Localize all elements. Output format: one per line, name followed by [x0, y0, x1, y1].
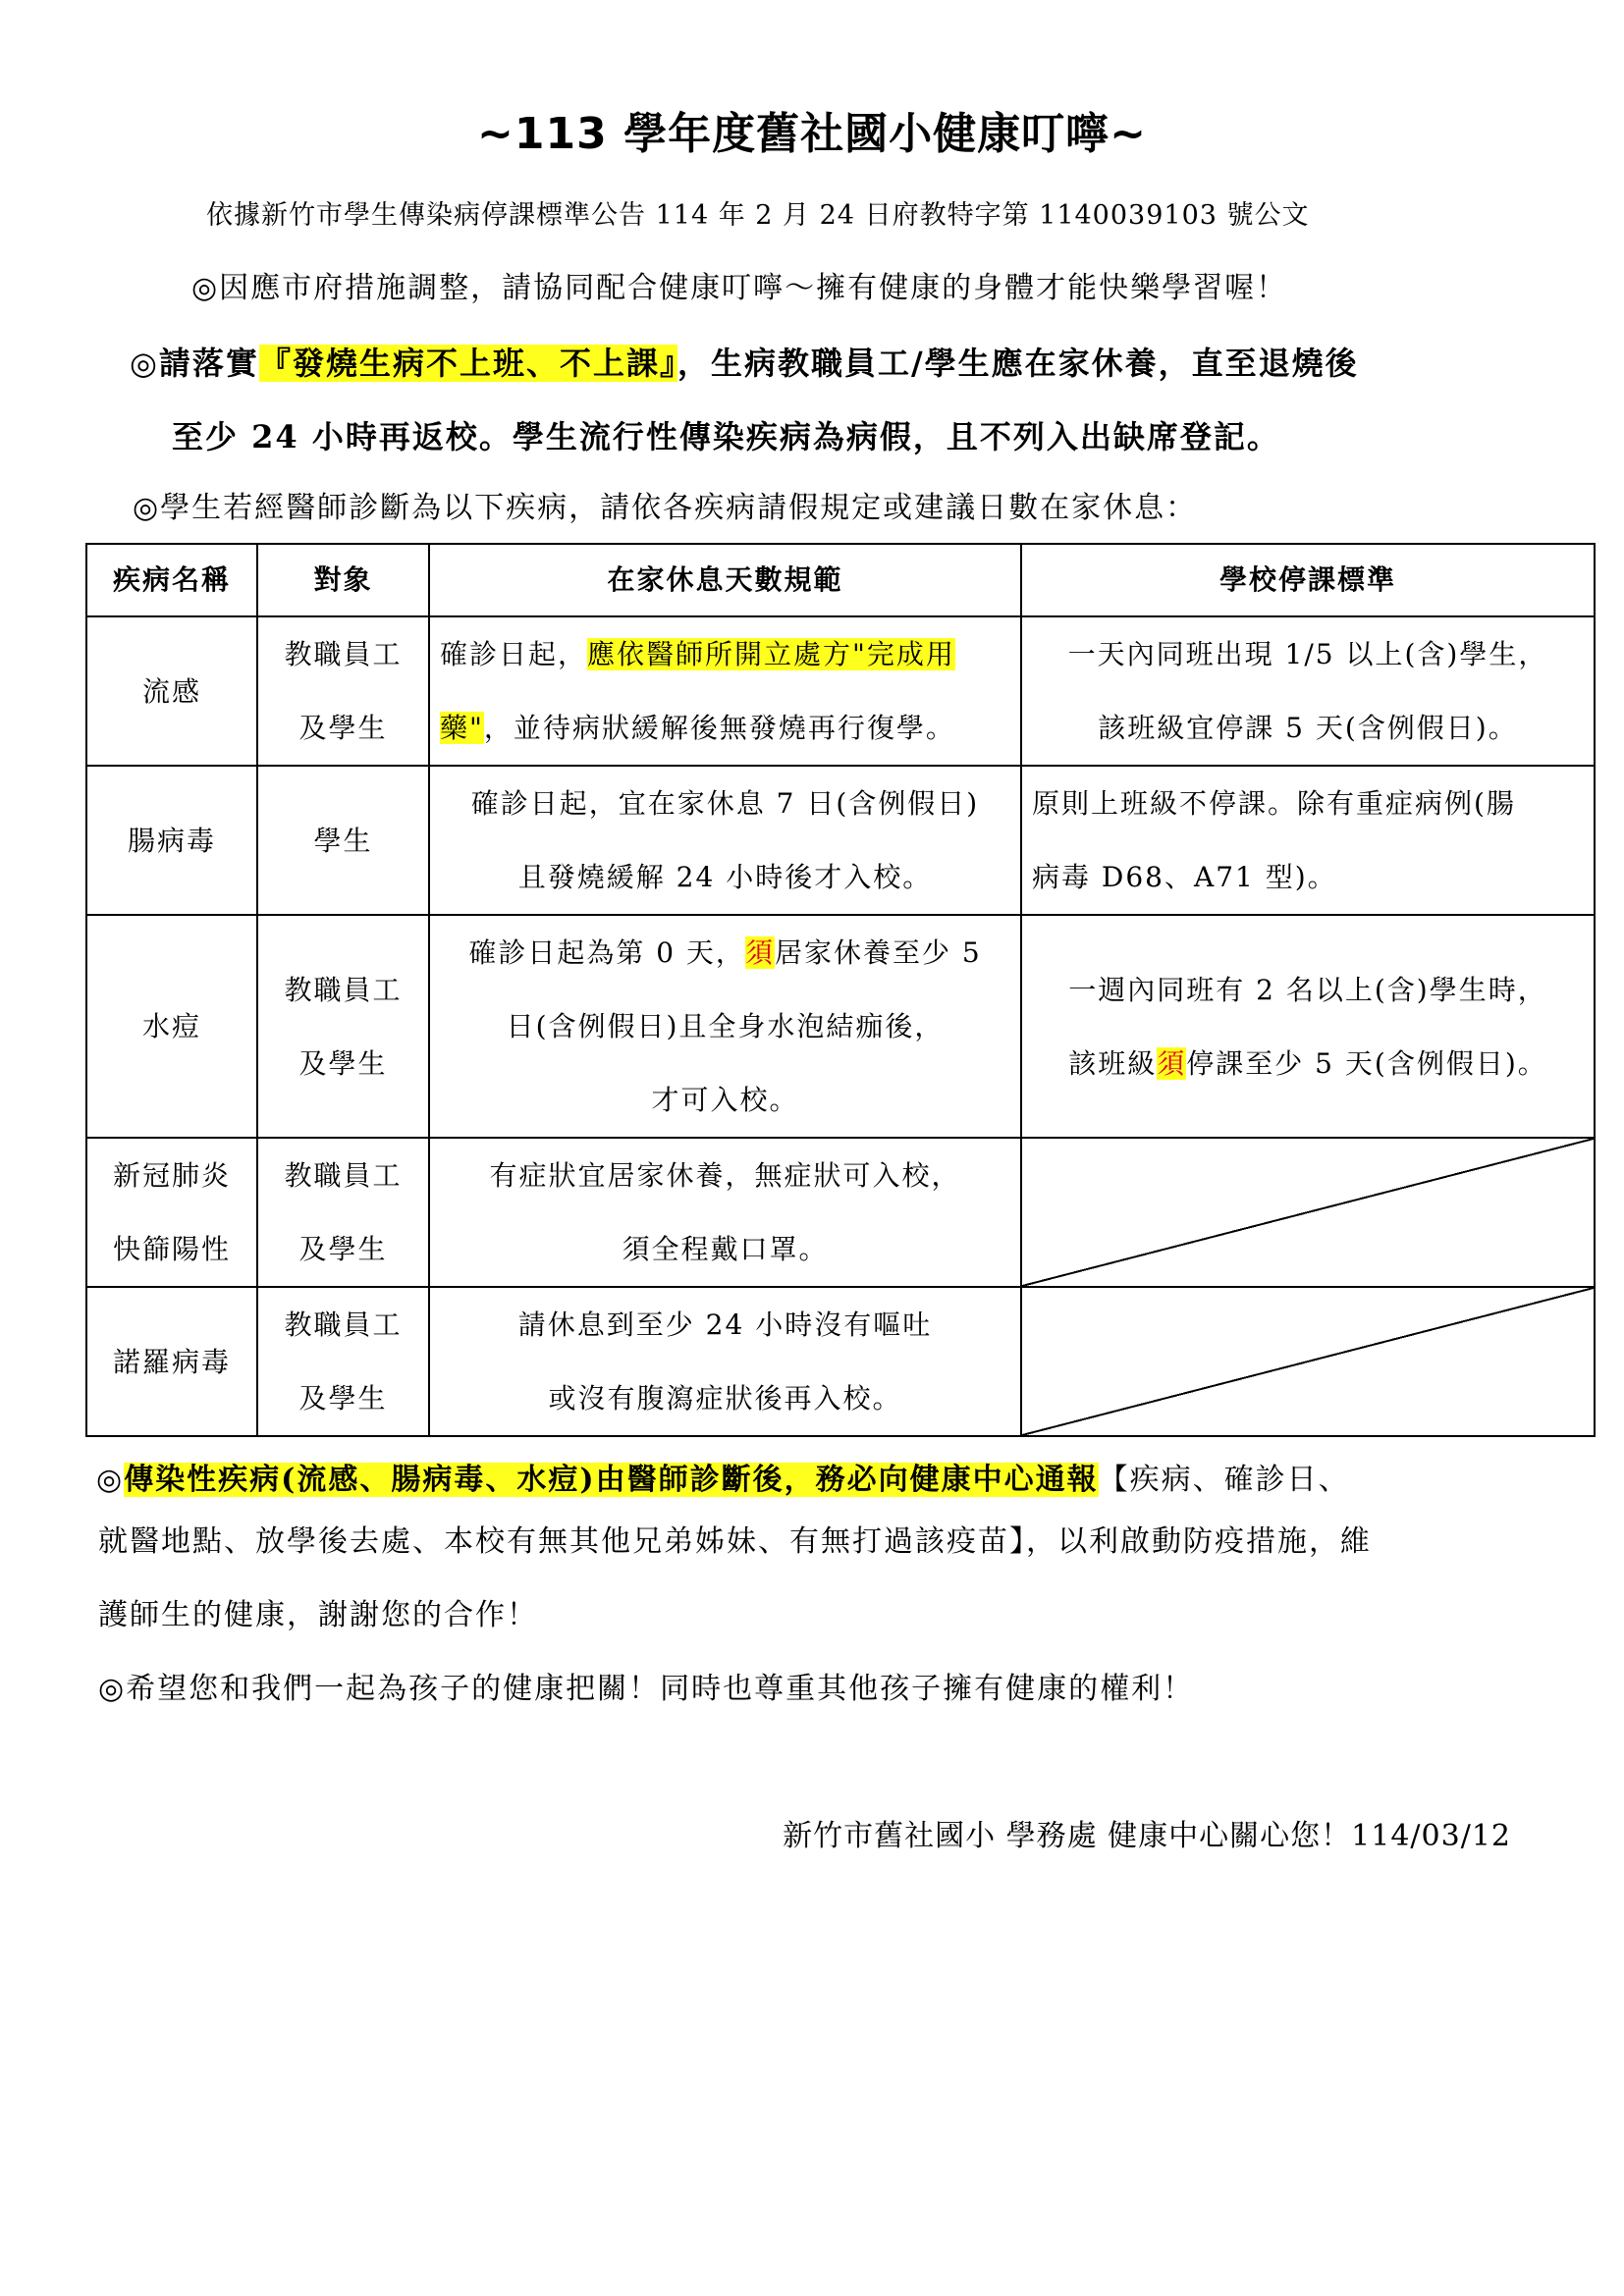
rest-emphasis: 須 — [744, 936, 775, 969]
target-line: 教職員工 — [284, 638, 403, 670]
signature: 新竹市舊社國小 學務處 健康中心關心您！114/03/12 — [783, 1819, 1511, 1853]
suspension-line: 一週內同班有 2 名以上(含)學生時， — [1068, 973, 1547, 1006]
rest-rule — [429, 616, 1021, 766]
suspension-rule — [1021, 766, 1595, 915]
header-rest-days: 在家休息天數規範 — [429, 544, 1021, 616]
suspension-line: 原則上班級不停課。除有重症病例(腸 — [1032, 787, 1516, 820]
rest-text: 居家休養至少 5 — [774, 936, 982, 969]
rest-line: 日(含例假日)且全身水泡結痂後， — [506, 1010, 945, 1042]
rest-line: 或沒有腹瀉症狀後再入校。 — [548, 1382, 902, 1415]
header-target: 對象 — [257, 544, 429, 616]
note-health-reminder: ◎因應市府措施調整，請協同配合健康叮嚀～擁有健康的身體才能快樂學習喔！ — [191, 271, 1288, 305]
rest-line: 確診日起，宜在家休息 7 日(含例假日) — [470, 787, 980, 820]
suspension-rule — [1021, 616, 1595, 766]
target-group — [257, 1138, 429, 1287]
suspension-line: 病毒 D68、A71 型)。 — [1032, 861, 1337, 893]
disease-name: 諾羅病毒 — [86, 1287, 257, 1436]
suspension-text: 該班級 — [1068, 1046, 1158, 1080]
suspension-line — [1032, 1027, 1584, 1100]
target-line: 及學生 — [298, 1046, 388, 1080]
note-sick-line2: 至少 24 小時再返校。學生流行性傳染疾病為病假，且不列入出缺席登記。 — [172, 418, 1280, 455]
rest-highlight: 藥" — [440, 712, 484, 744]
report-notice — [96, 1443, 1350, 1517]
rest-line — [440, 617, 1010, 691]
report-line3: 護師生的健康，謝謝您的合作！ — [98, 1598, 538, 1632]
rest-text: ，並待病狀緩解後無發燒再行復學。 — [483, 712, 955, 744]
rest-line: 才可入校。 — [651, 1084, 799, 1116]
note-diagnosis: ◎學生若經醫師診斷為以下疾病，請依各疾病請假規定或建議日數在家休息： — [133, 491, 1198, 525]
suspension-line: 該班級宜停課 5 天(含例假日)。 — [1098, 712, 1518, 744]
target-line: 及學生 — [298, 1382, 388, 1415]
target-group — [257, 1287, 429, 1436]
table-row — [86, 1138, 1595, 1287]
table-row — [86, 1287, 1595, 1436]
rest-line: 且發燒緩解 24 小時後才入校。 — [517, 861, 933, 893]
note-sick-stay-home — [130, 339, 1359, 384]
empty-slashed-cell — [1021, 1138, 1595, 1287]
hope-notice: ◎希望您和我們一起為孩子的健康把關！同時也尊重其他孩子擁有健康的權利！ — [98, 1672, 1195, 1706]
report-highlight: 傳染性疾病(流感、腸病毒、水痘)由醫師診斷後，務必向健康中心通報 — [124, 1463, 1099, 1497]
target-line: 教職員工 — [284, 1308, 403, 1341]
suspension-emphasis: 須 — [1157, 1046, 1187, 1080]
rest-highlight: 應依醫師所開立處方"完成用 — [587, 638, 955, 670]
disease-rules-table — [85, 543, 1596, 1437]
header-disease: 疾病名稱 — [86, 544, 257, 616]
target-line: 教職員工 — [284, 973, 403, 1006]
disease-line: 新冠肺炎 — [112, 1159, 231, 1192]
target-line: 教職員工 — [284, 1159, 403, 1192]
rest-line — [440, 691, 1010, 765]
target-group — [257, 915, 429, 1138]
suspension-line: 一天內同班出現 1/5 以上(含)學生， — [1067, 638, 1548, 670]
rest-rule — [429, 766, 1021, 915]
header-class-suspension: 學校停課標準 — [1021, 544, 1595, 616]
suspension-rule — [1021, 915, 1595, 1138]
report-suffix: 【疾病、確診日、 — [1098, 1463, 1350, 1497]
target-line: 及學生 — [298, 1233, 388, 1265]
rest-line — [440, 916, 1010, 989]
basis-notice: 依據新竹市學生傳染病停課標準公告 114 年 2 月 24 日府教特字第 1140039103 號公文 — [206, 200, 1310, 231]
rest-text: 確診日起為第 0 天， — [468, 936, 745, 969]
rest-rule — [429, 1138, 1021, 1287]
disease-name: 流感 — [86, 616, 257, 766]
rest-rule — [429, 915, 1021, 1138]
empty-slashed-cell — [1021, 1287, 1595, 1436]
suspension-text: 停課至少 5 天(含例假日)。 — [1186, 1046, 1547, 1080]
note-sick-highlight: 『發燒生病不上班、不上課』 — [258, 345, 677, 382]
rest-line: 須全程戴口罩。 — [622, 1233, 829, 1265]
table-row — [86, 915, 1595, 1138]
rest-rule — [429, 1287, 1021, 1436]
table-row — [86, 766, 1595, 915]
report-prefix: ◎ — [96, 1463, 125, 1497]
note-sick-prefix: ◎請落實 — [130, 345, 259, 382]
disease-line: 快篩陽性 — [112, 1233, 231, 1265]
rest-text: 確診日起， — [440, 638, 588, 670]
target-group — [257, 616, 429, 766]
rest-line: 有症狀宜居家休養，無症狀可入校， — [489, 1159, 961, 1192]
report-line2: 就醫地點、放學後去處、本校有無其他兄弟姊妹、有無打過該疫苗】，以利啟動防疫措施，維 — [98, 1524, 1372, 1559]
disease-name: 水痘 — [86, 915, 257, 1138]
target-group: 學生 — [257, 766, 429, 915]
table-row — [86, 616, 1595, 766]
target-line: 及學生 — [298, 712, 388, 744]
page-title: ~113 學年度舊社國小健康叮嚀~ — [477, 109, 1147, 159]
disease-name: 腸病毒 — [86, 766, 257, 915]
note-sick-suffix: ，生病教職員工/學生應在家休養，直至退燒後 — [677, 345, 1359, 382]
rest-line: 請休息到至少 24 小時沒有嘔吐 — [517, 1308, 933, 1341]
disease-name — [86, 1138, 257, 1287]
table-header-row — [86, 544, 1595, 616]
